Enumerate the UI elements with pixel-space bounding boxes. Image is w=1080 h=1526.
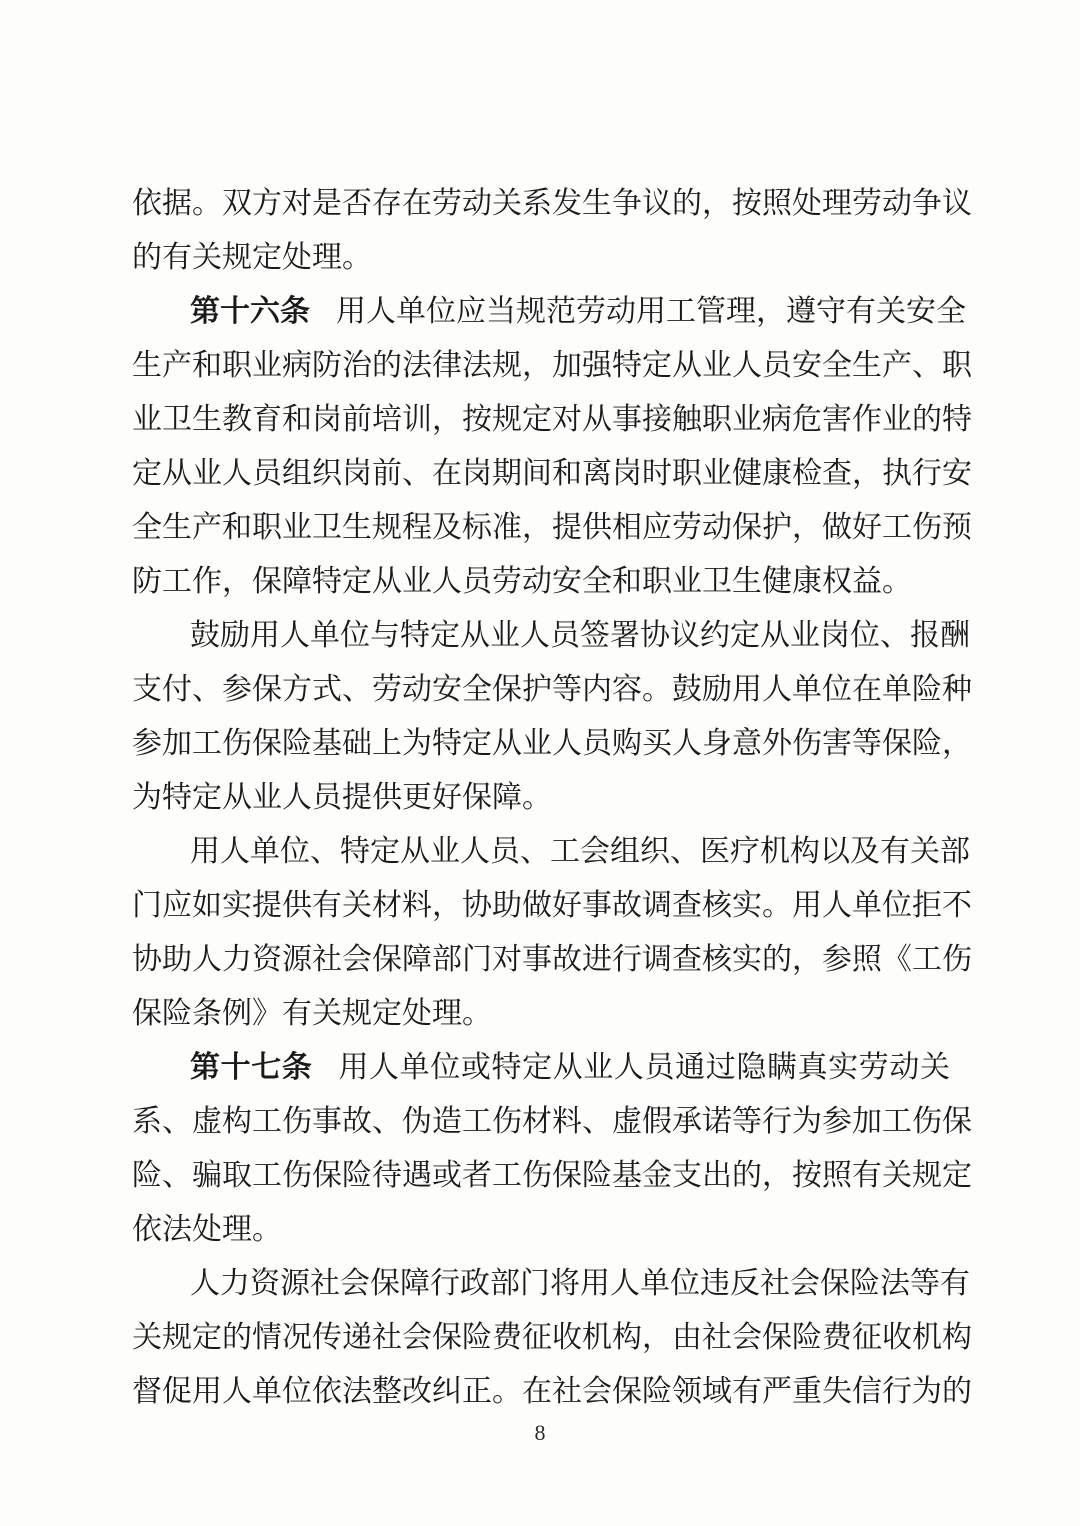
page-number: 8 <box>534 1420 546 1445</box>
text-line: 业卫生教育和岗前培训，按规定对从事接触职业病危害作业的特 <box>132 402 972 437</box>
text-line: 鼓励用人单位与特定从业人员签署协议约定从业岗位、报酬 <box>190 618 970 653</box>
text-line: 的有关规定处理。 <box>132 240 372 275</box>
text-line: 协助人力资源社会保障部门对事故进行调查核实的，参照《工伤 <box>132 942 972 977</box>
text-line: 依法处理。 <box>132 1212 282 1247</box>
article-17-text: 用人单位或特定从业人员通过隐瞒真实劳动关 <box>338 1050 951 1085</box>
text-line: 全生产和职业卫生规程及标准，提供相应劳动保护，做好工伤预 <box>132 510 972 545</box>
text-line: 用人单位、特定从业人员、工会组织、医疗机构以及有关部 <box>190 834 970 869</box>
article-16-line <box>190 283 966 341</box>
text-line: 督促用人单位依法整改纠正。在社会保险领域有严重失信行为的 <box>132 1374 972 1409</box>
article-16-text: 用人单位应当规范劳动用工管理，遵守有关安全 <box>336 294 966 329</box>
text-line: 系、虚构工伤事故、伪造工伤材料、虚假承诺等行为参加工伤保 <box>132 1104 972 1139</box>
text-line: 保险条例》有关规定处理。 <box>132 996 492 1031</box>
article-16-heading: 第十六条 <box>190 294 310 329</box>
text-line: 支付、参保方式、劳动安全保护等内容。鼓励用人单位在单险种 <box>132 672 972 707</box>
text-line: 依据。双方对是否存在劳动关系发生争议的，按照处理劳动争议 <box>132 186 972 221</box>
text-line: 为特定从业人员提供更好保障。 <box>132 780 552 815</box>
text-line: 关规定的情况传递社会保险费征收机构，由社会保险费征收机构 <box>132 1320 972 1355</box>
text-line: 防工作，保障特定从业人员劳动安全和职业卫生健康权益。 <box>132 564 912 599</box>
text-line: 人力资源社会保障行政部门将用人单位违反社会保险法等有 <box>190 1266 970 1301</box>
article-17-line <box>190 1039 950 1097</box>
text-line: 定从业人员组织岗前、在岗期间和离岗时职业健康检查，执行安 <box>132 456 972 491</box>
text-line: 险、骗取工伤保险待遇或者工伤保险基金支出的，按照有关规定 <box>132 1158 972 1193</box>
text-line: 参加工伤保险基础上为特定从业人员购买人身意外伤害等保险， <box>132 726 972 761</box>
article-17-heading: 第十七条 <box>190 1050 313 1085</box>
text-line: 生产和职业病防治的法律法规，加强特定从业人员安全生产、职 <box>132 348 972 383</box>
text-line: 门应如实提供有关材料，协助做好事故调查核实。用人单位拒不 <box>132 888 972 923</box>
